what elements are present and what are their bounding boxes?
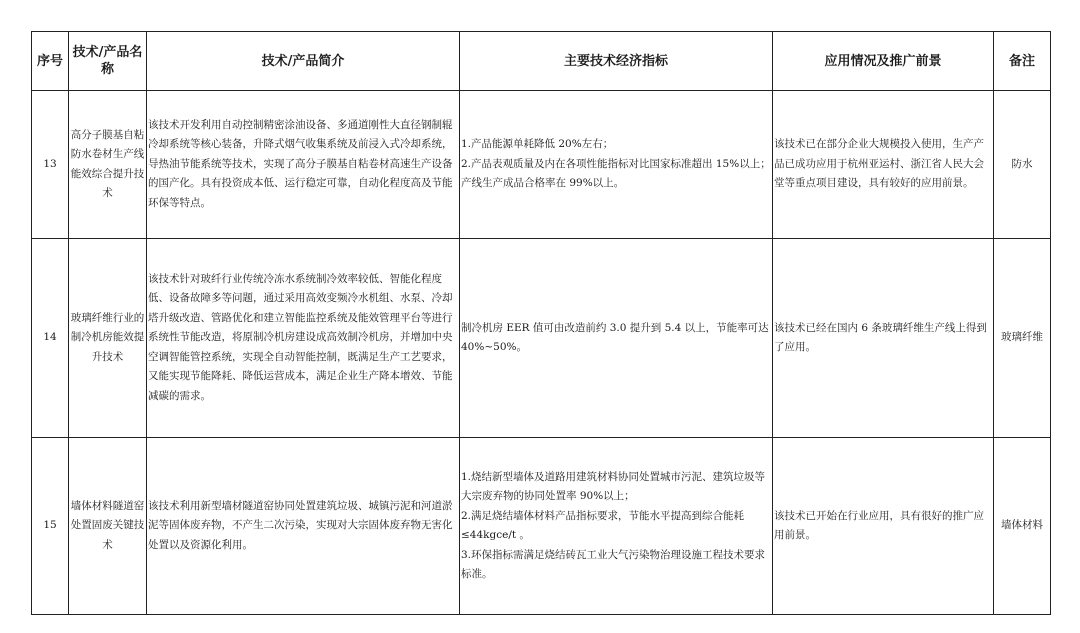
cell-indicators: 1.产品能源单耗降低 20%左右； 2.产品表观质量及内在各项性能指标对比国家标准超出 15%以上；产线生产成品合格率在 99%以上。 — [460, 91, 773, 239]
header-application: 应用情况及推广前景 — [773, 32, 994, 91]
cell-application: 该技术已经在国内 6 条玻璃纤维生产线上得到了应用。 — [773, 239, 994, 438]
header-indicators: 主要技术经济指标 — [460, 32, 773, 91]
cell-note: 防水 — [994, 91, 1051, 239]
header-seq: 序号 — [32, 32, 69, 91]
header-note: 备注 — [994, 32, 1051, 91]
cell-seq: 15 — [32, 438, 69, 615]
cell-intro: 该技术开发利用自动控制精密涂油设备、多通道刚性大直径钢制辊冷却系统等核心装备，升降式烟气收集系统及前浸入式冷却系统，导热油节能系统等技术，实现了高分子膜基自粘卷材高速生产设备的国产化。具有投资成本低、运行稳定可靠，自动化程度高及节能环保等特点。 — [147, 91, 460, 239]
cell-application: 该技术已开始在行业应用，具有很好的推广应用前景。 — [773, 438, 994, 615]
table-row — [32, 239, 1051, 438]
cell-seq: 14 — [32, 239, 69, 438]
cell-name: 玻璃纤维行业的制冷机房能效提升技术 — [69, 239, 147, 438]
tech-table — [31, 31, 1051, 615]
header-name: 技术/产品名称 — [69, 32, 147, 91]
cell-note: 玻璃纤维 — [994, 239, 1051, 438]
cell-indicators: 1.烧结新型墙体及道路用建筑材料协同处置城市污泥、建筑垃圾等大宗废弃物的协同处置率 90%以上； 2.满足烧结墙体材料产品指标要求，节能水平提高到综合能耗 ≤44kgce/t 。 3.环保指标需满足烧结砖瓦工业大气污染物治理设施工程技术要求标准。 — [460, 438, 773, 615]
cell-intro: 该技术针对玻纤行业传统冷冻水系统制冷效率较低、智能化程度低、设备故障多等问题，通过采用高效变频冷水机组、水泵、冷却塔升级改造、管路优化和建立智能监控系统及能效管理平台等进行系统性节能改造，将原制冷机房建设成高效制冷机房，并增加中央空调智能管控系统，实现全自动智能控制，既满足生产工艺要求，又能实现节能降耗、降低运营成本，满足企业生产降本增效、节能减碳的需求。 — [147, 239, 460, 438]
table-row — [32, 91, 1051, 239]
cell-name: 墙体材料隧道窑处置固废关键技术 — [69, 438, 147, 615]
cell-note: 墙体材料 — [994, 438, 1051, 615]
cell-name: 高分子膜基自粘防水卷材生产线能效综合提升技术 — [69, 91, 147, 239]
header-intro: 技术/产品简介 — [147, 32, 460, 91]
header-row — [32, 32, 1051, 91]
cell-application: 该技术已在部分企业大规模投入使用，生产产品已成功应用于杭州亚运村、浙江省人民大会堂等重点项目建设，具有较好的应用前景。 — [773, 91, 994, 239]
table-row — [32, 438, 1051, 615]
cell-seq: 13 — [32, 91, 69, 239]
cell-indicators: 制冷机房 EER 值可由改造前约 3.0 提升到 5.4 以上，节能率可达 40%~50%。 — [460, 239, 773, 438]
cell-intro: 该技术利用新型墙材隧道窑协同处置建筑垃圾、城镇污泥和河道淤泥等固体废弃物，不产生二次污染，实现对大宗固体废弃物无害化处置以及资源化利用。 — [147, 438, 460, 615]
